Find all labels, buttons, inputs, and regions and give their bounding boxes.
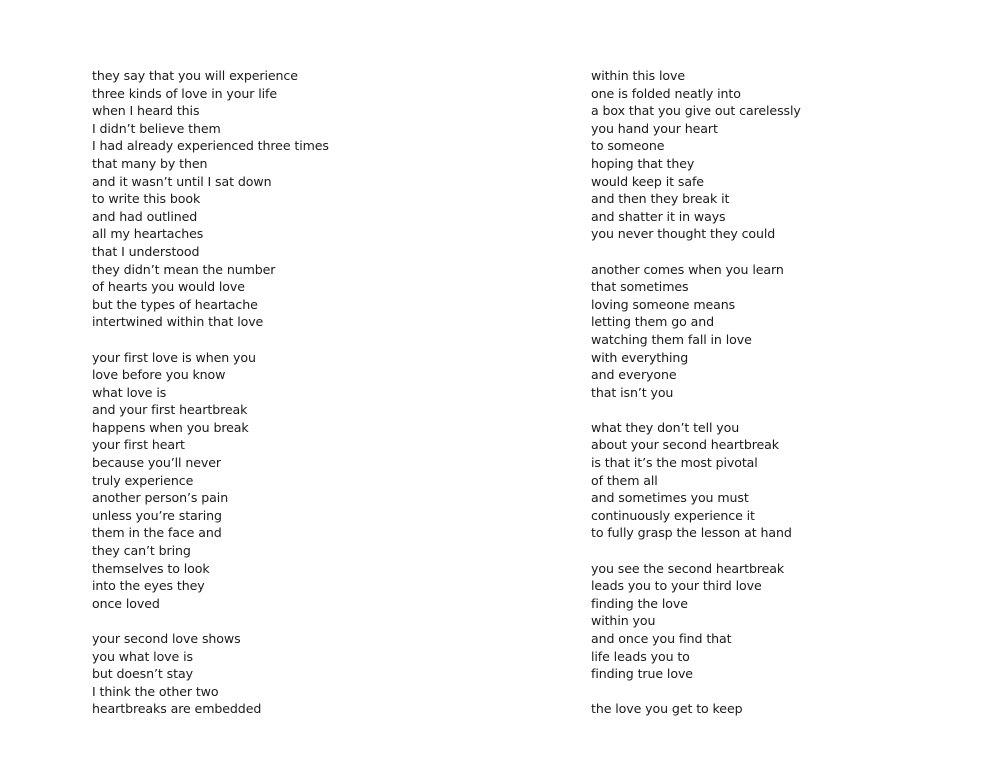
poem-line: them in the face and <box>92 525 222 541</box>
poem-line: one is folded neatly into <box>591 85 741 101</box>
poem-stanza <box>591 419 801 542</box>
poem-line: with everything <box>591 349 689 365</box>
poem-line: watching them fall in love <box>591 331 752 347</box>
poem-line: unless you’re staring <box>92 507 222 523</box>
poem-line: happens when you break <box>92 419 249 435</box>
poem-line: what they don’t tell you <box>591 419 740 435</box>
poem-line: of hearts you would love <box>92 279 245 295</box>
poem-line: intertwined within that love <box>92 314 264 330</box>
poem-line: within you <box>591 613 656 629</box>
poem-line: to write this book <box>92 191 201 207</box>
poem-line: into the eyes they <box>92 578 205 594</box>
poem-line: they say that you will experience <box>92 68 298 83</box>
poem-line: and it wasn’t until I sat down <box>92 173 272 189</box>
poem-line: the love you get to keep <box>591 701 743 717</box>
poem-line: another person’s pain <box>92 490 229 506</box>
poem-stanza <box>92 630 329 718</box>
poem-line: and once you find that <box>591 631 732 646</box>
poem-line: to someone <box>591 138 665 154</box>
poem-line: when I heard this <box>92 103 200 119</box>
poem-line: what love is <box>92 384 167 400</box>
poem-line: once loved <box>92 595 160 611</box>
poem-line: love before you know <box>92 367 226 383</box>
poem-line: your first heart <box>92 437 185 453</box>
poem-line: that isn’t you <box>591 384 674 400</box>
poem-stanza <box>591 261 801 402</box>
poem-line: life leads you to <box>591 648 690 664</box>
poem-line: of them all <box>591 472 658 488</box>
poem-line: and everyone <box>591 367 677 383</box>
poem-line: all my heartaches <box>92 226 204 242</box>
poem-line: about your second heartbreak <box>591 437 779 453</box>
poem-line: they didn’t mean the number <box>92 261 276 277</box>
poem-line: hoping that they <box>591 155 695 171</box>
poem-line: they can’t bring <box>92 543 191 559</box>
poem-line: truly experience <box>92 472 194 488</box>
poem-line: and had outlined <box>92 208 198 224</box>
poem-line: I think the other two <box>92 683 219 699</box>
poem-stanza <box>591 560 801 683</box>
poem-line: you hand your heart <box>591 120 718 136</box>
poem-line: but the types of heartache <box>92 296 258 312</box>
poem-line: finding the love <box>591 595 688 611</box>
poem-stanza <box>92 67 329 331</box>
poem-line: your second love shows <box>92 631 241 646</box>
poem-line: three kinds of love in your life <box>92 85 277 101</box>
poem-line: your first love is when you <box>92 349 256 365</box>
poem-column-left <box>92 67 329 736</box>
poem-line: because you’ll never <box>92 455 221 471</box>
poem-line: and your first heartbreak <box>92 402 248 418</box>
poem-line: that sometimes <box>591 279 689 295</box>
poem-line: is that it’s the most pivotal <box>591 455 758 471</box>
poem-line: letting them go and <box>591 314 715 330</box>
poem-line: I had already experienced three times <box>92 138 329 154</box>
poem-stanza <box>92 349 329 613</box>
poem-stanza <box>591 700 801 718</box>
poem-line: finding true love <box>591 666 693 682</box>
poem-line: within this love <box>591 68 685 83</box>
poem-line: you see the second heartbreak <box>591 560 785 576</box>
poem-line: I didn’t believe them <box>92 120 221 136</box>
poem-column-right <box>591 67 801 736</box>
poem-line: you what love is <box>92 648 193 664</box>
poem-stanza <box>591 67 801 243</box>
poem-line: but doesn’t stay <box>92 666 193 682</box>
poem-line: you never thought they could <box>591 226 776 242</box>
poem-line: that I understood <box>92 243 200 259</box>
poem-line: and shatter it in ways <box>591 208 726 224</box>
poem-line: leads you to your third love <box>591 578 762 594</box>
poem-line: another comes when you learn <box>591 261 784 277</box>
poem-line: heartbreaks are embedded <box>92 701 262 717</box>
poem-line: a box that you give out carelessly <box>591 103 801 119</box>
poem-line: to fully grasp the lesson at hand <box>591 525 792 541</box>
poem-line: continuously experience it <box>591 507 755 523</box>
poem-line: loving someone means <box>591 296 736 312</box>
poem-line: and sometimes you must <box>591 490 749 506</box>
poem-line: that many by then <box>92 155 208 171</box>
poem-line: would keep it safe <box>591 173 704 189</box>
poem-line: themselves to look <box>92 560 210 576</box>
poem-line: and then they break it <box>591 191 730 207</box>
